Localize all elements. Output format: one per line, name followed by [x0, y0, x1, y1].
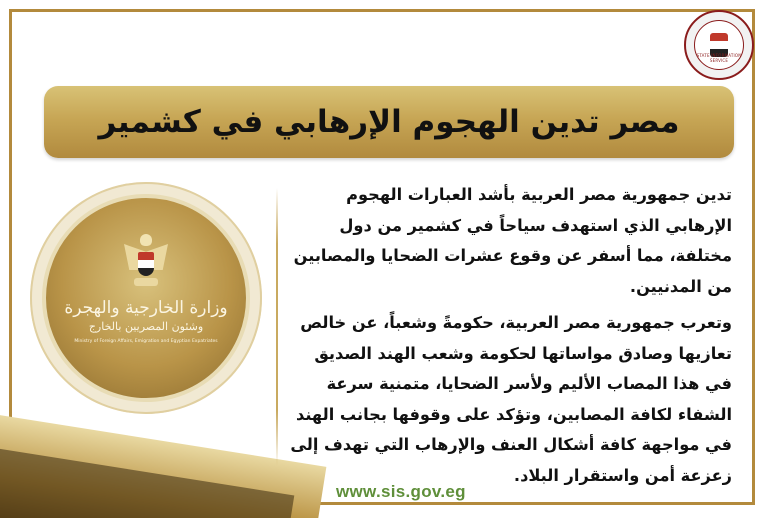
headline: مصر تدين الهجوم الإرهابي في كشمير [98, 104, 680, 140]
ministry-subtitle-ar: وشئون المصريين بالخارج [88, 319, 204, 333]
sis-seal-label: STATE INFORMATION SERVICE [696, 53, 742, 63]
sis-seal-inner [694, 20, 744, 70]
sis-seal-logo [684, 10, 754, 80]
vertical-divider [276, 188, 278, 466]
ministry-logo-ring [42, 194, 250, 402]
statement-paragraph-2: وتعرب جمهورية مصر العربية، حكومةً وشعباً، عن خالص تعازيها وصادق مواساتها لحكومة وشعب الهند الصديق في هذا المصاب الأليم ولأسر الضحايا، متمنية سرعة الشفاء لكافة المصابين، وتؤكد على وقوفها بجانب الهند في مواجهة كافة أشكال العنف والإرهاب التي تهدف إلى زعزعة أمن واستقرار البلاد. [290, 313, 732, 485]
website-url: www.sis.gov.eg [336, 482, 466, 501]
statement-body [286, 180, 732, 491]
ministry-name-ar: وزارة الخارجية والهجرة [64, 298, 228, 318]
eagle-emblem-icon [124, 234, 168, 292]
headline-banner [44, 86, 734, 158]
statement-paragraph-1: تدين جمهورية مصر العربية بأشد العبارات الهجوم الإرهابي الذي استهدف سياحاً في كشمير من دول مختلفة، مما أسفر عن وقوع عشرات الضحايا والمصابين من المدنيين. [293, 185, 732, 296]
ministry-name-en: Ministry of Foreign Affairs, Emigration and Egyptian Expatriates [74, 338, 218, 344]
ministry-logo [30, 182, 262, 414]
